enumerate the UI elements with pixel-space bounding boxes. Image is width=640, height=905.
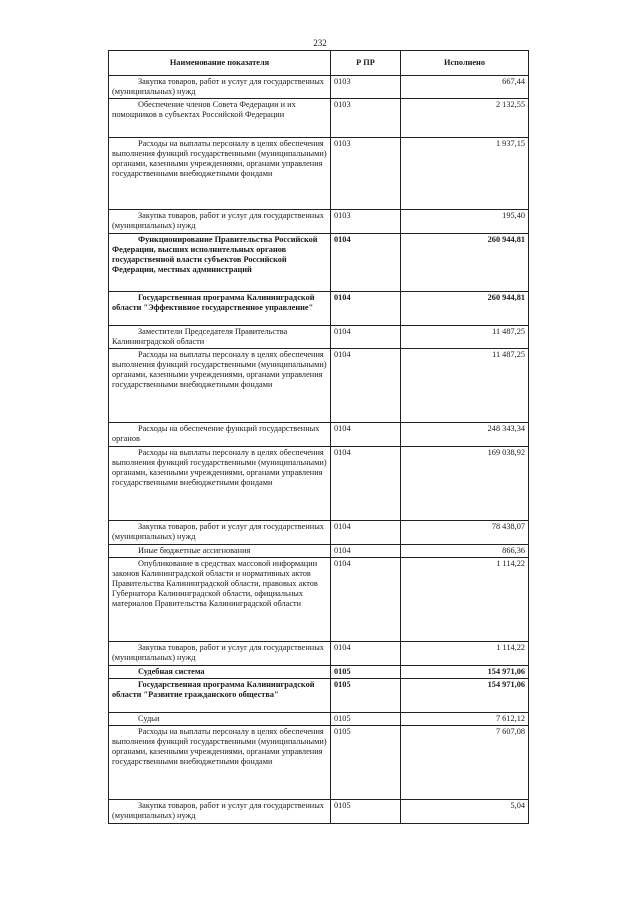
row-executed-amount: 169 038,92 xyxy=(401,447,529,521)
row-indicator-name: Опубликование в средствах массовой информации законов Калининградской области и нормативных актов Правительства Калининградской области, правовых актов Губернатора Калининградской области, официальных материалов Правительства Калининградской области xyxy=(109,558,331,642)
header-section-code: Р ПР xyxy=(331,51,401,76)
table-header-row xyxy=(109,51,529,76)
row-executed-amount: 667,44 xyxy=(401,76,529,99)
row-executed-amount: 7 612,12 xyxy=(401,713,529,726)
table-row xyxy=(109,423,529,447)
row-indicator-name: Заместители Председателя Правительства Калининградской области xyxy=(109,326,331,349)
table-row xyxy=(109,713,529,726)
row-executed-amount: 5,04 xyxy=(401,800,529,824)
table-row xyxy=(109,234,529,292)
row-section-code: 0105 xyxy=(331,800,401,824)
row-indicator-name: Иные бюджетные ассигнования xyxy=(109,545,331,558)
row-section-code: 0105 xyxy=(331,679,401,713)
row-indicator-name: Закупка товаров, работ и услуг для государственных (муниципальных) нужд xyxy=(109,642,331,666)
page-number: 232 xyxy=(313,38,327,48)
row-indicator-name: Государственная программа Калининградской области "Эффективное государственное управление" xyxy=(109,292,331,326)
row-executed-amount: 260 944,81 xyxy=(401,292,529,326)
table-row xyxy=(109,292,529,326)
row-section-code: 0104 xyxy=(331,292,401,326)
table-row xyxy=(109,726,529,800)
row-indicator-name: Расходы на выплаты персоналу в целях обеспечения выполнения функций государственными (муниципальными) органами, казенными учреждениями, органами управления государственными внебюджетными фондами xyxy=(109,447,331,521)
row-section-code: 0104 xyxy=(331,558,401,642)
row-indicator-name: Расходы на выплаты персоналу в целях обеспечения выполнения функций государственными (муниципальными) органами, казенными учреждениями, органами управления государственными внебюджетными фондами xyxy=(109,349,331,423)
table-row xyxy=(109,642,529,666)
table-row xyxy=(109,558,529,642)
row-executed-amount: 866,36 xyxy=(401,545,529,558)
row-indicator-name: Судьи xyxy=(109,713,331,726)
table-row xyxy=(109,210,529,234)
row-indicator-name: Закупка товаров, работ и услуг для государственных (муниципальных) нужд xyxy=(109,76,331,99)
row-executed-amount: 1 114,22 xyxy=(401,642,529,666)
row-indicator-name: Функционирование Правительства Российской Федерации, высших исполнительных органов государственной власти субъектов Российской Федерации, местных администраций xyxy=(109,234,331,292)
row-section-code: 0103 xyxy=(331,76,401,99)
row-executed-amount: 11 487,25 xyxy=(401,349,529,423)
row-section-code: 0104 xyxy=(331,423,401,447)
row-executed-amount: 11 487,25 xyxy=(401,326,529,349)
header-executed: Исполнено xyxy=(401,51,529,76)
row-section-code: 0104 xyxy=(331,326,401,349)
row-executed-amount: 78 438,07 xyxy=(401,521,529,545)
row-section-code: 0105 xyxy=(331,713,401,726)
row-indicator-name: Расходы на выплаты персоналу в целях обеспечения выполнения функций государственными (муниципальными) органами, казенными учреждениями, органами управления государственными внебюджетными фондами xyxy=(109,726,331,800)
table-row xyxy=(109,521,529,545)
row-section-code: 0104 xyxy=(331,447,401,521)
table-row xyxy=(109,76,529,99)
row-executed-amount: 248 343,34 xyxy=(401,423,529,447)
row-executed-amount: 2 132,55 xyxy=(401,99,529,138)
row-indicator-name: Государственная программа Калининградской области "Развитие гражданского общества" xyxy=(109,679,331,713)
row-section-code: 0103 xyxy=(331,210,401,234)
row-section-code: 0104 xyxy=(331,545,401,558)
table-body xyxy=(109,76,529,824)
row-indicator-name: Расходы на выплаты персоналу в целях обеспечения выполнения функций государственными (муниципальными) органами, казенными учреждениями, органами управления государственными внебюджетными фондами xyxy=(109,138,331,210)
table-row xyxy=(109,545,529,558)
row-section-code: 0103 xyxy=(331,138,401,210)
table-row xyxy=(109,138,529,210)
row-executed-amount: 7 607,08 xyxy=(401,726,529,800)
table-row xyxy=(109,326,529,349)
row-section-code: 0104 xyxy=(331,234,401,292)
row-executed-amount: 154 971,06 xyxy=(401,679,529,713)
header-indicator-name: Наименование показателя xyxy=(109,51,331,76)
row-indicator-name: Расходы на обеспечение функций государственных органов xyxy=(109,423,331,447)
row-section-code: 0104 xyxy=(331,642,401,666)
row-section-code: 0105 xyxy=(331,726,401,800)
row-indicator-name: Обеспечение членов Совета Федерации и их помощников в субъектах Российской Федерации xyxy=(109,99,331,138)
row-indicator-name: Закупка товаров, работ и услуг для государственных (муниципальных) нужд xyxy=(109,210,331,234)
row-section-code: 0103 xyxy=(331,99,401,138)
row-indicator-name: Судебная система xyxy=(109,666,331,679)
row-executed-amount: 195,40 xyxy=(401,210,529,234)
table-row xyxy=(109,447,529,521)
row-executed-amount: 154 971,06 xyxy=(401,666,529,679)
budget-execution-table xyxy=(108,50,529,824)
row-executed-amount: 260 944,81 xyxy=(401,234,529,292)
row-section-code: 0105 xyxy=(331,666,401,679)
table-row xyxy=(109,679,529,713)
table-row xyxy=(109,666,529,679)
table-row xyxy=(109,99,529,138)
row-section-code: 0104 xyxy=(331,349,401,423)
row-executed-amount: 1 114,22 xyxy=(401,558,529,642)
row-indicator-name: Закупка товаров, работ и услуг для государственных (муниципальных) нужд xyxy=(109,800,331,824)
table-row xyxy=(109,800,529,824)
table-row xyxy=(109,349,529,423)
row-section-code: 0104 xyxy=(331,521,401,545)
row-indicator-name: Закупка товаров, работ и услуг для государственных (муниципальных) нужд xyxy=(109,521,331,545)
row-executed-amount: 1 937,15 xyxy=(401,138,529,210)
